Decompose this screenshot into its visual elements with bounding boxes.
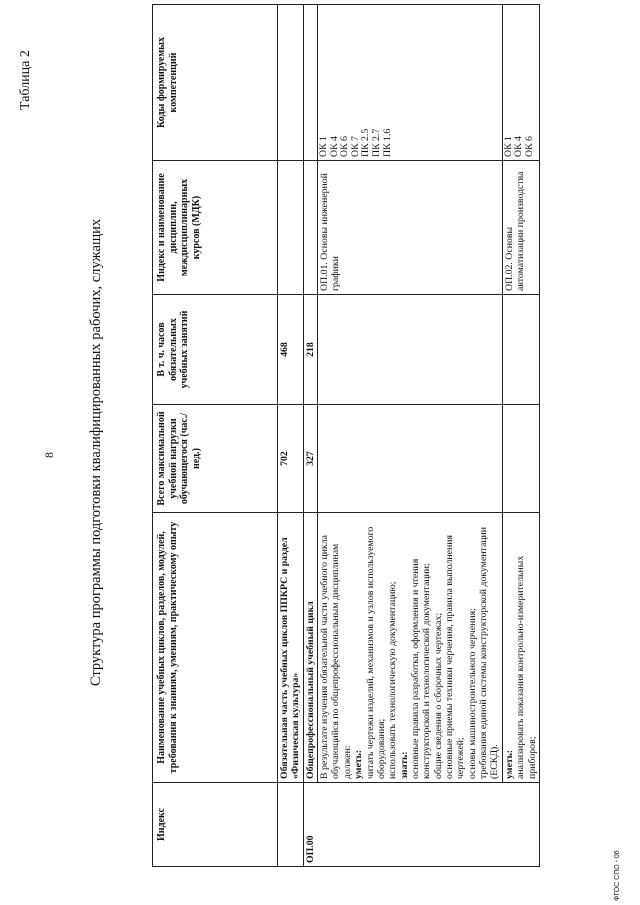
requirement-item: анализировать показания контрольно-измерительных приборов; — [515, 555, 538, 779]
competence-code: ПК 1.6 — [381, 128, 393, 157]
header-discipline: Индекс и наименование дисциплин, междисциплинарных курсов (МДК) — [153, 161, 278, 295]
table-row-op-cycle — [303, 5, 317, 867]
cell-mandatory — [502, 295, 539, 405]
skills-label: уметь: — [503, 749, 515, 779]
requirement-item: требования единой системы конструкторской документации (ЕСКД). — [478, 526, 501, 779]
header-total: Всего максимальной учебной нагрузки обучающегося (час./нед.) — [153, 405, 278, 513]
cell-mandatory — [318, 295, 503, 405]
cell-discipline — [303, 161, 317, 295]
cell-mandatory: 468 — [278, 295, 304, 405]
requirements-intro: В результате изучения обязательной части учебного цикла обучающийся по общепрофессиональным дисциплинам должен: — [319, 535, 353, 779]
competence-code: ОК 6 — [523, 136, 535, 157]
table-row-mandatory-part — [278, 5, 304, 867]
table-caption: Таблица 2 — [18, 50, 33, 110]
cell-codes — [502, 5, 539, 161]
page-number: 8 — [42, 452, 56, 458]
cell-codes — [278, 5, 304, 161]
competence-code: ОК 6 — [339, 136, 351, 157]
cell-total: 702 — [278, 405, 304, 513]
cell-discipline: ОП.02. Основы автоматизации производства — [502, 161, 539, 295]
header-codes: Коды формируемых компетенций — [153, 5, 278, 161]
requirement-item: основные приемы техники черчения, правила выполнения чертежей; — [444, 534, 467, 779]
competence-code: ПК 2.7 — [370, 128, 382, 157]
cell-name: Общепрофессиональный учебный цикл — [303, 513, 317, 783]
document-title: Структура программы подготовки квалифицированных рабочих, служащих — [88, 218, 104, 687]
table-header-row — [153, 5, 278, 867]
cell-total: 327 — [303, 405, 317, 513]
table-row-op02 — [502, 5, 539, 867]
requirement-item: основы машиностроительного черчения; — [466, 608, 478, 779]
cell-mandatory: 218 — [303, 295, 317, 405]
requirement-item: общие сведения о сборочных чертежах; — [432, 612, 444, 779]
table-row-op01 — [318, 5, 503, 867]
cell-codes — [318, 5, 503, 161]
header-mandatory: В т. ч. часов обязательных учебных занятий — [153, 295, 278, 405]
cell-name: Обязательная часть учебных циклов ППКРС и раздел «Физическая культура» — [278, 513, 304, 783]
competence-code: ОК 4 — [328, 136, 340, 157]
cell-index: ОП.00 — [303, 783, 539, 867]
competence-code: ОК 4 — [513, 136, 525, 157]
competence-code: ПК 2.5 — [360, 128, 372, 157]
header-name: Наименование учебных циклов, разделов, модулей, требования к знаниям, умениям, практическому опыту — [153, 513, 278, 783]
cell-total — [502, 405, 539, 513]
footer-mark: ФГОС СПО - 06 — [614, 850, 621, 901]
requirement-item: использовать технологическую документацию; — [387, 581, 399, 779]
cell-total — [318, 405, 503, 513]
requirement-item: читать чертежи изделий, механизмов и узлов используемого оборудования; — [364, 526, 387, 779]
cell-discipline: ОП.01. Основы инженерной графики — [318, 161, 503, 295]
cell-requirements — [318, 513, 503, 783]
skills-label: уметь: — [353, 749, 365, 779]
competence-code: ОК 1 — [502, 136, 514, 157]
knowledge-label: знать: — [398, 751, 410, 779]
competence-code: ОК 1 — [318, 136, 330, 157]
cell-discipline — [278, 161, 304, 295]
cell-requirements — [502, 513, 539, 783]
cell-index — [278, 783, 304, 867]
structure-table — [152, 4, 540, 867]
requirement-item: основные правила разработки, оформления и чтения конструкторской и технологической документации; — [409, 558, 433, 779]
header-index: Индекс — [153, 783, 278, 867]
cell-codes — [303, 5, 317, 161]
competence-code: ОК 7 — [349, 136, 361, 157]
